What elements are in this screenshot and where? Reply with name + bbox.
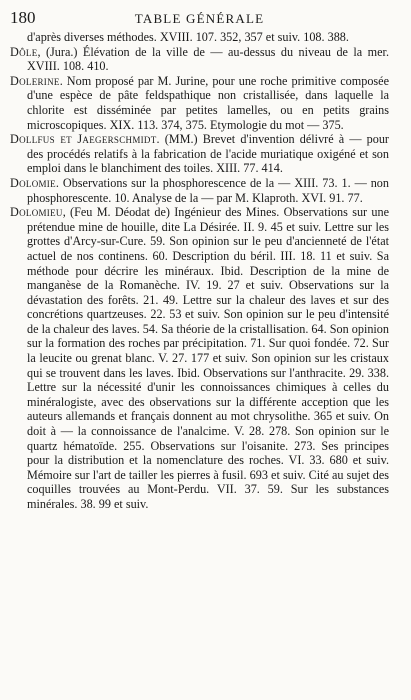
running-head: TABLE GÉNÉRALE bbox=[134, 11, 265, 26]
entry-headword: Dollfus et Jaegerschmidt bbox=[10, 132, 157, 147]
entry-body: . Observations sur la phosphorescence de la — XIII. 73. 1. — non phosphorescente. 10. Analyse de la — par M. Klaproth. XVI. 91. 77. bbox=[27, 175, 389, 205]
index-entry-continuation bbox=[10, 30, 389, 45]
entry-body: d'après diverses méthodes. XVIII. 107. 352, 357 et suiv. 108. 388. bbox=[27, 30, 349, 44]
index-entry-dolerine bbox=[10, 74, 389, 132]
page-header bbox=[10, 8, 389, 30]
entry-headword: Dolomie bbox=[10, 175, 56, 190]
index-entries bbox=[10, 30, 389, 512]
entry-body: . (MM.) Brevet d'invention délivré à — pour des procédés relatifs à la fabrication de l'acide muriatique oxigéné et son emploi dans le blanchiment des toiles. XIII. 77. 414. bbox=[27, 132, 389, 176]
page-number: 180 bbox=[10, 8, 36, 27]
index-entry-dolomieu bbox=[10, 205, 389, 511]
index-entry-dole bbox=[10, 45, 389, 74]
entry-body: , (Jura.) Élévation de la ville de — au-dessus du niveau de la mer. XVIII. 108. 410. bbox=[27, 44, 389, 74]
entry-body: . Nom proposé par M. Jurine, pour une roche primitive composée d'une espèce de pâte feldspathique non cristallisée, dans laquelle la chlorite est disséminée par petites lamelles, ou en petits grains microscopiques. XIX. 113. 374, 375. Etymologie du mot — 375. bbox=[27, 73, 389, 132]
entry-headword: Dolerine bbox=[10, 73, 60, 88]
index-entry-dollfus bbox=[10, 132, 389, 176]
entry-headword: Dôle bbox=[10, 44, 38, 59]
entry-body: , (Feu M. Déodat de) Ingénieur des Mines. Observations sur une prétendue mine de houille, dite La Désirée. II. 9. 45 et suiv. Lettre sur les grottes d'Arcy-sur-Cure. 59. Son opinion sur le peu d'ancienneté de l'état actuel de nos continens. 60. Description du béril. III. 18. 11 et suiv. Sa méthode pour décrire les minéraux. Ibid. Description de la mine de manganèse de la Romanèche. IV. 19. 27 et suiv. Observations sur la dévastation des forêts. 21. 49. Lettre sur la chaleur des laves et sur des concrétions quartzeuses. 22. 53 et suiv. Son opinion sur le peu d'intensité de la chaleur des laves. 54. Sa théorie de la cristallisation. 64. Son opinion sur la formation des roches par précipitation. 71. Sur quoi fondée. 72. Sur la leucite ou grenat blanc. V. 27. 177 et suiv. Son opinion sur les cristaux qui se trouvent dans les laves. Ibid. Observations sur l'anthracite. 29. 338. Lettre sur la nécessité d'unir les connoissances chimiques à celles du minéralogiste, avec des observations sur la différente acception que les auteurs allemands et français donnent au mot chrysolithe. 365 et suiv. On doit à — la connoissance de l'analcime. V. 28. 278. Son opinion sur le quartz hématoïde. 255. Observations sur l'oisanite. 273. Ses principes pour la distribution et la nomenclature des roches. VI. 33. 680 et suiv. Mémoire sur l'art de tailler les pierres à fusil. 693 et suiv. Cité au sujet des coquilles trouvées au Mont-Perdu. VII. 37. 59. Sur les substances minérales. 38. 99 et suiv. bbox=[27, 205, 389, 511]
index-entry-dolomie bbox=[10, 176, 389, 205]
entry-headword: Dolomieu bbox=[10, 205, 63, 220]
